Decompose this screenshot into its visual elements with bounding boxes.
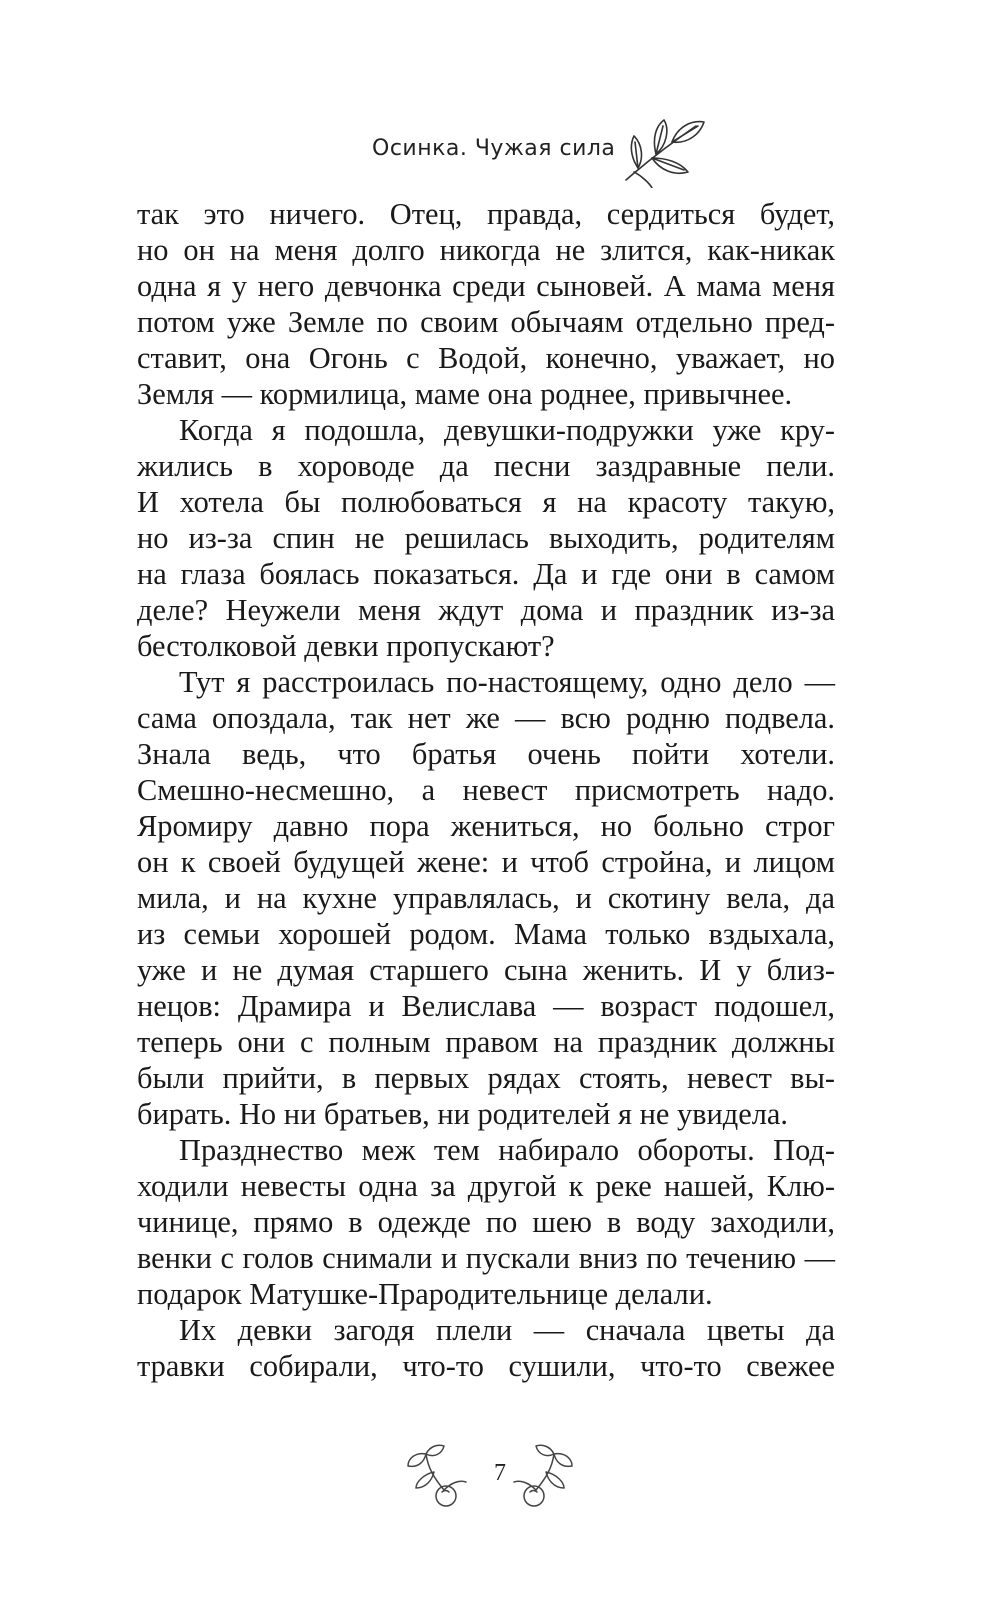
- text-line: мила, и на кухне управлялась, и скотину вела, да: [137, 881, 835, 915]
- leaf-branch-icon: [612, 118, 708, 188]
- page-number: 7: [494, 1460, 506, 1486]
- text-line: И хотела бы полюбоваться я на красоту такую,: [137, 485, 835, 519]
- text-line: на глаза боялась показаться. Да и где они в самом: [137, 557, 835, 591]
- body-text: [137, 196, 835, 1384]
- text-line: но из-за спин не решилась выходить, родителям: [137, 521, 835, 555]
- text-line: сама опоздала, так нет же — всю родню подвела.: [137, 701, 835, 735]
- text-line: уже и не думая старшего сына женить. И у близ-: [137, 953, 835, 987]
- text-line: теперь они с полным правом на праздник должны: [137, 1025, 835, 1059]
- text-line: нецов: Драмира и Велислава — возраст подошел,: [137, 989, 835, 1023]
- text-line: ходили невесты одна за другой к реке нашей, Клю-: [137, 1169, 835, 1203]
- text-line: венки с голов снимали и пускали вниз по течению —: [137, 1241, 835, 1275]
- text-line: Смешно-несмешно, а невест присмотреть надо.: [137, 773, 835, 807]
- paragraph: [137, 1312, 835, 1384]
- text-line: бирать. Но ни братьев, ни родителей я не увидела.: [137, 1097, 788, 1131]
- text-line: из семьи хорошей родом. Мама только вздыхала,: [137, 917, 835, 951]
- text-line: Яромиру давно пора жениться, но больно строг: [137, 809, 835, 843]
- text-line: он к своей будущей жене: и чтоб стройна, и лицом: [137, 845, 835, 879]
- page-footer: [0, 1442, 1000, 1522]
- paragraph: [137, 1132, 835, 1312]
- paragraph: [137, 412, 835, 664]
- text-line: Тут я расстроилась по-настоящему, одно дело —: [179, 665, 835, 699]
- running-title: Осинка. Чужая сила: [372, 136, 616, 161]
- berry-sprig-icon: [506, 1442, 576, 1512]
- text-line: ставит, она Огонь с Водой, конечно, уважает, но: [137, 341, 835, 375]
- text-line: но он на меня долго никогда не злится, как-никак: [137, 233, 835, 267]
- text-line: Когда я подошла, девушки-подружки уже кру-: [179, 413, 835, 447]
- text-line: подарок Матушке-Прародительнице делали.: [137, 1277, 713, 1311]
- text-line: Празднество меж тем набирало обороты. Под-: [179, 1133, 835, 1167]
- running-head: [0, 128, 1000, 188]
- text-line: Знала ведь, что братья очень пойти хотели.: [137, 737, 835, 771]
- text-line: были прийти, в первых рядах стоять, невест вы-: [137, 1061, 835, 1095]
- text-line: Их девки загодя плели — сначала цветы да: [179, 1313, 835, 1347]
- text-line: бестолковой девки пропускают?: [137, 629, 555, 663]
- paragraph: [137, 664, 835, 1132]
- text-line: Земля — кормилица, маме она роднее, привычнее.: [137, 377, 793, 411]
- paragraph: [137, 196, 835, 412]
- text-line: одна я у него девчонка среди сыновей. А мама меня: [137, 269, 835, 303]
- text-line: жились в хороводе да песни заздравные пели.: [137, 449, 835, 483]
- text-line: деле? Неужели меня ждут дома и праздник из-за: [137, 593, 835, 627]
- text-line: потом уже Земле по своим обычаям отдельно пред-: [137, 305, 835, 339]
- text-line: так это ничего. Отец, правда, сердиться будет,: [137, 197, 835, 231]
- text-line: травки собирали, что-то сушили, что-то свежее: [137, 1349, 835, 1383]
- text-line: чинице, прямо в одежде по шею в воду заходили,: [137, 1205, 835, 1239]
